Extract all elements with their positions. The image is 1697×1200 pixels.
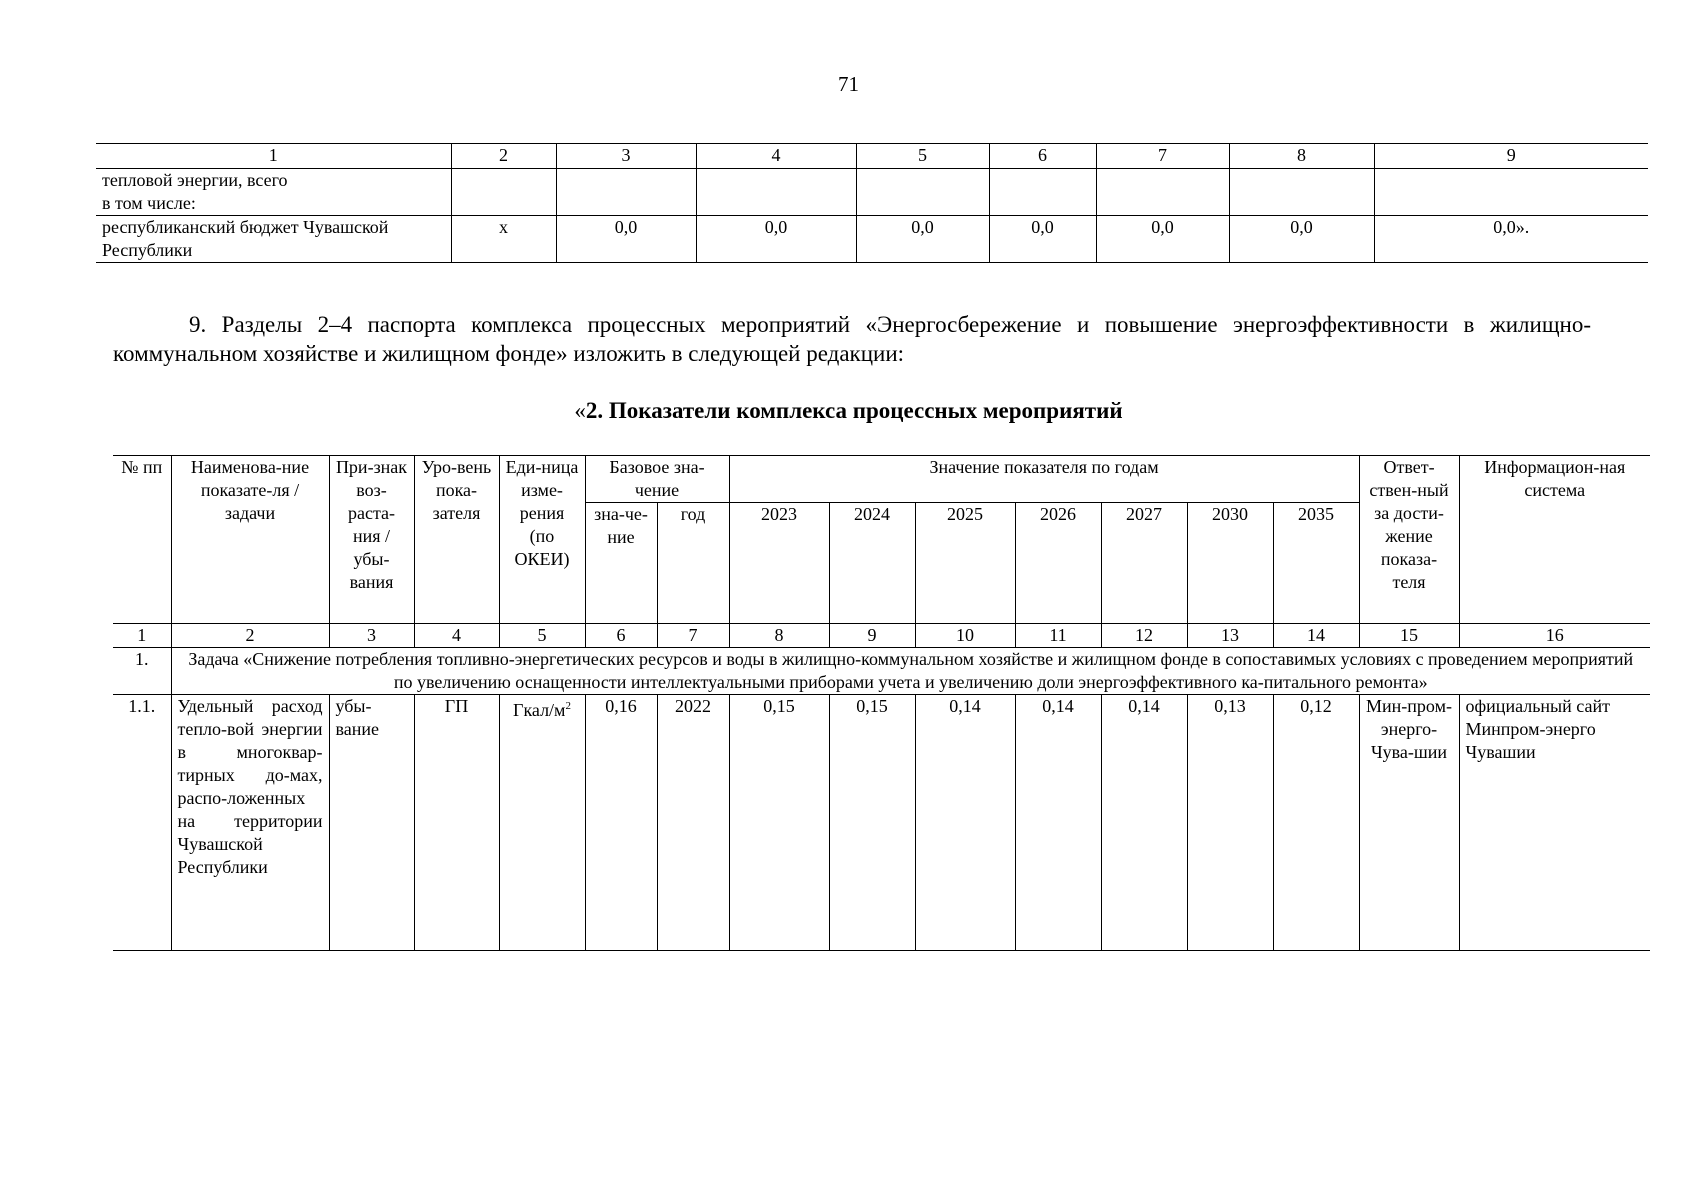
col-number: 4 [414, 624, 499, 648]
col-number: 15 [1359, 624, 1459, 648]
col-number: 9 [1374, 144, 1648, 169]
task-row [113, 648, 1650, 695]
base-value: 0,16 [585, 695, 657, 951]
empty-cell [556, 169, 696, 216]
indicators-table [113, 455, 1650, 951]
header-year: 2030 [1187, 503, 1273, 624]
header-base-year: год [657, 503, 729, 624]
empty-cell [696, 169, 856, 216]
unit-text: Гкал/м [513, 700, 566, 720]
value-cell: x [451, 216, 556, 263]
header-year: 2026 [1015, 503, 1101, 624]
table-row [96, 169, 1648, 216]
column-numbers-row [113, 624, 1650, 648]
col-number: 10 [915, 624, 1015, 648]
empty-cell [1229, 169, 1374, 216]
value-cell: 0,0 [989, 216, 1096, 263]
header-num: № пп [113, 456, 171, 624]
year-value: 0,15 [729, 695, 829, 951]
year-value: 0,12 [1273, 695, 1359, 951]
header-year: 2024 [829, 503, 915, 624]
header-year: 2025 [915, 503, 1015, 624]
unit-superscript: 2 [565, 700, 571, 712]
col-number: 2 [451, 144, 556, 169]
value-cell: 0,0». [1374, 216, 1648, 263]
table-row [96, 216, 1648, 263]
value-cell: 0,0 [1096, 216, 1229, 263]
col-number: 5 [856, 144, 989, 169]
year-value: 0,14 [915, 695, 1015, 951]
col-number: 6 [989, 144, 1096, 169]
continuation-table [96, 143, 1648, 263]
header-sign: При-знак воз-раста-ния / убы-вания [329, 456, 414, 624]
value-cell: 0,0 [1229, 216, 1374, 263]
task-text: Задача «Снижение потребления топливно-энергетических ресурсов и воды в жилищно-коммунальном хозяйстве и жилищном фонде в сопоставимых условиях с проведением мероприятий по увеличению оснащенности интеллектуальными приборами учета и увеличению доли энергоэффективного ка-питального ремонта» [171, 648, 1650, 695]
col-number: 2 [171, 624, 329, 648]
col-number: 3 [556, 144, 696, 169]
value-cell: 0,0 [696, 216, 856, 263]
col-number: 12 [1101, 624, 1187, 648]
responsible: Мин-пром-энерго-Чува-шии [1359, 695, 1459, 951]
header-level: Уро-вень пока-зателя [414, 456, 499, 624]
indicator-level: ГП [414, 695, 499, 951]
col-number: 4 [696, 144, 856, 169]
header-year: 2023 [729, 503, 829, 624]
year-value: 0,14 [1101, 695, 1187, 951]
value-cell: 0,0 [556, 216, 696, 263]
col-number: 8 [729, 624, 829, 648]
header-base-value: зна-че-ние [585, 503, 657, 624]
header-info-system: Информацион-ная система [1459, 456, 1650, 624]
empty-cell [989, 169, 1096, 216]
year-value: 0,15 [829, 695, 915, 951]
row-label: республиканский бюджет Чувашской Республики [96, 216, 451, 263]
empty-cell [1374, 169, 1648, 216]
task-num: 1. [113, 648, 171, 695]
col-number: 3 [329, 624, 414, 648]
continuation-header-row [96, 144, 1648, 169]
indicator-sign: убы-вание [329, 695, 414, 951]
col-number: 6 [585, 624, 657, 648]
col-number: 5 [499, 624, 585, 648]
quote-mark: « [574, 398, 586, 423]
empty-cell [451, 169, 556, 216]
page-number: 71 [838, 72, 859, 96]
header-base: Базовое зна-чение [585, 456, 729, 503]
indicator-unit [499, 695, 585, 951]
col-number: 7 [1096, 144, 1229, 169]
indicator-num: 1.1. [113, 695, 171, 951]
section-title-text: 2. Показатели комплекса процессных мероприятий [585, 398, 1123, 423]
indicator-row [113, 695, 1650, 951]
base-year: 2022 [657, 695, 729, 951]
indicator-name: Удельный расход тепло-вой энергии в многоквар-тирных до-мах, распо-ложенных на территории Чувашской Республики [171, 695, 329, 951]
info-system: официальный сайт Минпром-энерго Чувашии [1459, 695, 1650, 951]
header-year: 2035 [1273, 503, 1359, 624]
year-value: 0,13 [1187, 695, 1273, 951]
header-year: 2027 [1101, 503, 1187, 624]
col-number: 8 [1229, 144, 1374, 169]
col-number: 1 [113, 624, 171, 648]
col-number: 16 [1459, 624, 1650, 648]
value-cell: 0,0 [856, 216, 989, 263]
col-number: 7 [657, 624, 729, 648]
col-number: 13 [1187, 624, 1273, 648]
col-number: 11 [1015, 624, 1101, 648]
empty-cell [1096, 169, 1229, 216]
col-number: 9 [829, 624, 915, 648]
year-value: 0,14 [1015, 695, 1101, 951]
amendment-paragraph: 9. Разделы 2–4 паспорта комплекса процессных мероприятий «Энергосбережение и повышение энергоэффективности в жилищно-коммунальном хозяйстве и жилищном фонде» изложить в следующей редакции: [113, 312, 1591, 366]
row-label: тепловой энергии, всего в том числе: [96, 169, 451, 216]
section-title [0, 398, 1697, 424]
header-name: Наименова-ние показате-ля / задачи [171, 456, 329, 624]
col-number: 14 [1273, 624, 1359, 648]
header-row [113, 456, 1650, 503]
header-unit: Еди-ница изме-рения (по ОКЕИ) [499, 456, 585, 624]
empty-cell [856, 169, 989, 216]
header-years-group: Значение показателя по годам [729, 456, 1359, 503]
header-responsible: Ответ-ствен-ный за дости-жение показа-теля [1359, 456, 1459, 624]
col-number: 1 [96, 144, 451, 169]
